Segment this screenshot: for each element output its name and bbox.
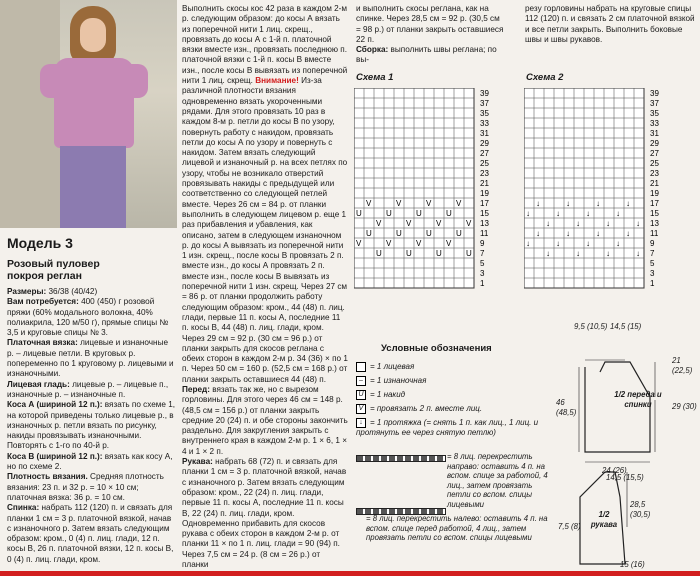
- legend-item: [356, 362, 541, 372]
- page-bottom-bar: [0, 571, 700, 576]
- row-number: 37: [650, 99, 659, 108]
- stitch-symbol: ↓: [586, 209, 590, 218]
- stitch-symbol: ↓: [596, 199, 600, 208]
- stitch-symbol: ↓: [576, 219, 580, 228]
- stitch-symbol: U: [406, 249, 412, 258]
- row-number: 27: [650, 149, 659, 158]
- row-number: 15: [650, 209, 659, 218]
- dim-back-c: 21 (22,5): [672, 356, 693, 375]
- stitch-symbol: V: [436, 219, 442, 228]
- column-2: [182, 4, 348, 570]
- row-number: 23: [650, 169, 659, 178]
- row-number: 3: [650, 269, 655, 278]
- stitch-symbol: V: [396, 199, 402, 208]
- stitch-symbol: V: [386, 239, 392, 248]
- legend-item: [356, 376, 541, 386]
- stitch-symbol: U: [426, 229, 432, 238]
- col3-paragraph: и выполнить скосы реглана, как на спинке. Через 28,5 см = 92 р. (30,5 см = 98 р.) от планки закрыть оставшиеся 22 п.: [356, 4, 504, 44]
- dim-back-a: 9,5 (10,5): [574, 322, 608, 331]
- row-number: 5: [650, 259, 655, 268]
- dim-back-d: 46 (48,5): [556, 398, 577, 417]
- col1-paragraph: Лицевая гладь: лицевые р. – лицевые п., изнаночные р. – изнаночные п.: [7, 379, 169, 399]
- row-number: 25: [650, 159, 659, 168]
- row-number: 39: [480, 89, 489, 98]
- model-subtitle: [7, 258, 100, 282]
- row-number: 31: [480, 129, 489, 138]
- scheme-2-grid: [524, 88, 674, 298]
- stitch-symbol: ↓: [566, 199, 570, 208]
- row-number: 19: [480, 189, 489, 198]
- col3-paragraph: Сборка: выполнить швы реглана; по вы-: [356, 45, 497, 65]
- stitch-symbol: ↓: [586, 239, 590, 248]
- row-number: 23: [480, 169, 489, 178]
- dim-back-e: 29 (30): [672, 402, 697, 411]
- column-1: [7, 287, 177, 565]
- model-photo: [0, 0, 177, 228]
- stitch-symbol: ↓: [546, 249, 550, 258]
- column-4: [525, 4, 695, 45]
- col1-paragraph: Коса В (шириной 12 п.): вязать как косу А, но по схеме 2.: [7, 451, 173, 472]
- stitch-symbol: ↓: [596, 229, 600, 238]
- legend-symbol: V: [356, 404, 366, 414]
- col1-paragraph: Спинка: набрать 112 (120) п. и связать для планки 1 см = 3 р. платочной вязкой, начав с изнаночного р. Затем вязать следующим образом: кром., 0 (4) п. лиц. глади, 12 п. косы В, 26 п. платочной вязки, 12 п. косы В, 0 (4) п. лиц. глади, кром.: [7, 503, 174, 564]
- row-number: 17: [480, 199, 489, 208]
- row-number: 27: [480, 149, 489, 158]
- row-number: 33: [650, 119, 659, 128]
- row-number: 33: [480, 119, 489, 128]
- row-number: 7: [480, 249, 485, 258]
- stitch-symbol: ↓: [606, 249, 610, 258]
- dim-back-b: 14,5 (15): [610, 322, 642, 331]
- stitch-symbol: V: [406, 219, 412, 228]
- legend-symbol: [356, 362, 366, 372]
- photo-face: [80, 18, 106, 52]
- dim-sleeve-c: 7,5 (8): [558, 522, 581, 531]
- row-number: 1: [480, 279, 485, 288]
- row-number: 35: [480, 109, 489, 118]
- col2-paragraph: Рукава: набрать 68 (72) п. и связать для планки 1 см = 3 р. платочной вязкой, начав с изнаночного р. Затем вязать следующим образом: кром., 22 (24) п. лиц. глади, первые 11 п. косы А, последние 11 п. косы В, 22 (24) п. лиц. глади, кром. Одновременно прибавить для скосов рукава с обеих сторон в каждом 2-м р. от планки 11 × по 1 п. лиц. глади = 90 (94) п. Через 7,5 см = 24 р. (8 см = 26 р.) от планки: [182, 457, 347, 570]
- scheme-1-title: Схема 1: [356, 72, 394, 83]
- legend-item: [356, 418, 541, 437]
- photo-pullover: [54, 58, 134, 148]
- col2-paragraph: Перед: вязать так же, но с вырезом горловины. Для этого через 46 см = 148 р. (48,5 см = 156 р.) от планки закрыть средние 20 (24) п. и обе стороны закончить раздельно. Для закругления закрыть с внутреннего края в каждом 2-м р. 1 × 6, 1 × 4 и 1 × 2 п.: [182, 384, 348, 456]
- stitch-symbol: ↓: [566, 229, 570, 238]
- legend-item: [356, 404, 541, 414]
- dim-back-g: 24 (26): [602, 466, 627, 475]
- subtitle-line-2: покроя реглан: [7, 270, 82, 282]
- legend-note-left: = 8 лиц. перекрестить налево: оставить 4 п. на вспом. спице перед работой, 4 лиц., затем провязать петли со вспом. спицы лицевыми: [366, 514, 548, 543]
- label-sleeve: 1/2 рукава: [590, 510, 618, 529]
- stitch-symbol: U: [366, 229, 372, 238]
- dim-sleeve-a: 14,5 (15,5): [606, 473, 644, 482]
- row-number: 31: [650, 129, 659, 138]
- row-number: 9: [480, 239, 485, 248]
- stitch-symbol: U: [416, 209, 422, 218]
- col1-paragraph: Платочная вязка: лицевые и изнаночные р. – лицевые петли. В круговых р. попеременно по 1 круговому р. лицевыми и изнаночными.: [7, 338, 174, 379]
- stitch-symbol: V: [356, 239, 362, 248]
- stitch-symbol: U: [376, 249, 382, 258]
- legend-symbol: U: [356, 390, 366, 400]
- legend-symbol: –: [356, 376, 366, 386]
- stitch-symbol: ↓: [616, 209, 620, 218]
- photo-background: [0, 0, 60, 228]
- row-number: 13: [650, 219, 659, 228]
- row-number: 35: [650, 109, 659, 118]
- label-back-front: 1/2 переда и спинки: [614, 390, 662, 409]
- row-number: 3: [480, 269, 485, 278]
- stitch-symbol: ↓: [536, 199, 540, 208]
- stitch-symbol: ↓: [536, 229, 540, 238]
- stitch-symbol: U: [436, 249, 442, 258]
- row-number: 1: [650, 279, 655, 288]
- dim-sleeve-b: 28,5 (30,5): [630, 500, 651, 519]
- col1-paragraph: Размеры: 36/38 (40/42): [7, 287, 98, 296]
- legend-text: = 1 протяжка (= снять 1 п. как лиц., 1 лиц. и протянуть ее через снятую петлю): [356, 418, 539, 437]
- stitch-symbol: ↓: [636, 219, 640, 228]
- stitch-symbol: ↓: [606, 219, 610, 228]
- row-number: 39: [650, 89, 659, 98]
- stitch-symbol: U: [356, 209, 362, 218]
- cross-right-symbol: [356, 455, 446, 462]
- subtitle-line-1: Розовый пуловер: [7, 258, 100, 270]
- dim-sleeve-e: 15 (16): [620, 560, 645, 569]
- legend-text: = 1 лицевая: [370, 362, 415, 372]
- model-title: Модель 3: [7, 235, 73, 251]
- col1-paragraph: Коса А (шириной 12 п.): вязать по схеме 1, на которой приведены только лицевые р., в изнаночных р. петли вязать по рисунку, накиды провязывать изнаночными. Повторять с 1-го по 40-й р.: [7, 400, 176, 451]
- legend-title: Условные обозначения: [381, 343, 492, 354]
- legend-text: = провязать 2 п. вместе лиц.: [370, 404, 483, 414]
- stitch-symbol: U: [396, 229, 402, 238]
- row-number: 37: [480, 99, 489, 108]
- legend-note-right: = 8 лиц. перекрестить направо: оставить 4 п. на вспом. спице за работой, 4 лиц., затем провязать петли со вспом. спицы лицевыми: [447, 452, 548, 509]
- stitch-symbol: U: [446, 209, 452, 218]
- photo-pants: [60, 146, 126, 228]
- row-number: 17: [650, 199, 659, 208]
- col1-paragraph: Плотность вязания. Средняя плотность вязания: 23 п. и 32 р. = 10 × 10 см; платочная вязка: 36 р. = 10 см.: [7, 472, 164, 502]
- stitch-symbol: ↓: [526, 239, 530, 248]
- stitch-symbol: V: [366, 199, 372, 208]
- stitch-symbol: ↓: [626, 199, 630, 208]
- row-number: 19: [650, 189, 659, 198]
- row-number: 25: [480, 159, 489, 168]
- stitch-symbol: V: [446, 239, 452, 248]
- stitch-symbol: V: [426, 199, 432, 208]
- stitch-symbol: ↓: [616, 239, 620, 248]
- legend-text: = 1 накид: [370, 390, 406, 400]
- stitch-symbol: U: [386, 209, 392, 218]
- col4-paragraph: резу горловины набрать на круговые спицы 112 (120) п. и связать 2 см платочной вязкой и все петли закрыть. Выполнить боковые швы и швы рукавов.: [525, 4, 695, 44]
- legend-text: = 1 изнаночная: [370, 376, 427, 386]
- legend-symbol: ↓: [356, 418, 366, 428]
- scheme-1-grid: [354, 88, 504, 298]
- row-number: 29: [650, 139, 659, 148]
- row-number: 21: [480, 179, 489, 188]
- stitch-symbol: U: [466, 249, 472, 258]
- stitch-symbol: ↓: [526, 209, 530, 218]
- col1-paragraph: Вам потребуется: 400 (450) г розовой пряжи (60% модального волокна, 40% полиакрила, 120 м/50 г), прямые спицы № 3,5 и круговые спицы № 3.: [7, 297, 169, 338]
- row-number: 21: [650, 179, 659, 188]
- legend-item: [356, 390, 541, 400]
- stitch-symbol: ↓: [626, 229, 630, 238]
- stitch-symbol: ↓: [576, 249, 580, 258]
- stitch-symbol: V: [466, 219, 472, 228]
- row-number: 13: [480, 219, 489, 228]
- stitch-symbol: V: [416, 239, 422, 248]
- row-number: 11: [650, 229, 659, 238]
- scheme-2-title: Схема 2: [526, 72, 564, 83]
- stitch-symbol: ↓: [556, 209, 560, 218]
- row-number: 5: [480, 259, 485, 268]
- stitch-symbol: ↓: [546, 219, 550, 228]
- stitch-symbol: V: [376, 219, 382, 228]
- stitch-symbol: U: [456, 229, 462, 238]
- stitch-symbol: V: [456, 199, 462, 208]
- row-number: 15: [480, 209, 489, 218]
- row-number: 7: [650, 249, 655, 258]
- row-number: 29: [480, 139, 489, 148]
- row-number: 9: [650, 239, 655, 248]
- row-number: 11: [480, 229, 489, 238]
- stitch-symbol: ↓: [556, 239, 560, 248]
- stitch-symbol: ↓: [636, 249, 640, 258]
- col2-paragraph: Выполнить скосы кос 42 раза в каждом 2-м р. следующим образом: до косы А вязать из поперечной нити 1 лиц. скрещ., провязать до косы А с 1-й п. платочной вязки вместе изн., провязать последнюю п. платочной вязки с 1-й п. косы В вместе изн., после косы В вывязать из поперечной нити 1 лиц. скрещ. Внимание! Из-за различной плотности вязания одновременно вязать укороченными рядами. Для этого провязать 10 раз в каждом 8-м р. петли до косы В по узору, повернуть работу с накидом, провязать петли до косы А по узору и повернуть с накидом. Затем вязать следующий лицевой и изнаночный р. на всех петлях по узору, чтобы не возникало отверстий провязывать накиды с предыдущей или соответственно со следующей петлей вместе. Через 26 см = 84 р. от планки выполнить в следующем лицевом р. еще 1 раз прибавления и убавления, как описано, затем в следующем изнаночном р. до косы А вывязать из поперечной нити 1 изн. скрещ., после косы В провязать 2 п. вместе изн., до косы А провязать 2 п. вместе изн., после косы В вывязать из поперечной нити 1 изн. скрещ. Через 27 см = 86 р. от планки продолжить работу следующим образом: кром., 44 (48) п. лиц. глади, первые 11 п. косы А, последние 11 п. косы В, 44 (48) п. лиц. глади, кром. Через 29 см = 92 р. (30 см = 96 р.) от планки закрыть для скосов реглана с обеих сторон в каждом 2-м р. 34 (36) × по 1 п. Через 50 см = 160 р. (52,5 см = 168 р.) от планки закрыть оставшиеся 44 (48) п.: [182, 4, 348, 384]
- column-3: [356, 4, 506, 66]
